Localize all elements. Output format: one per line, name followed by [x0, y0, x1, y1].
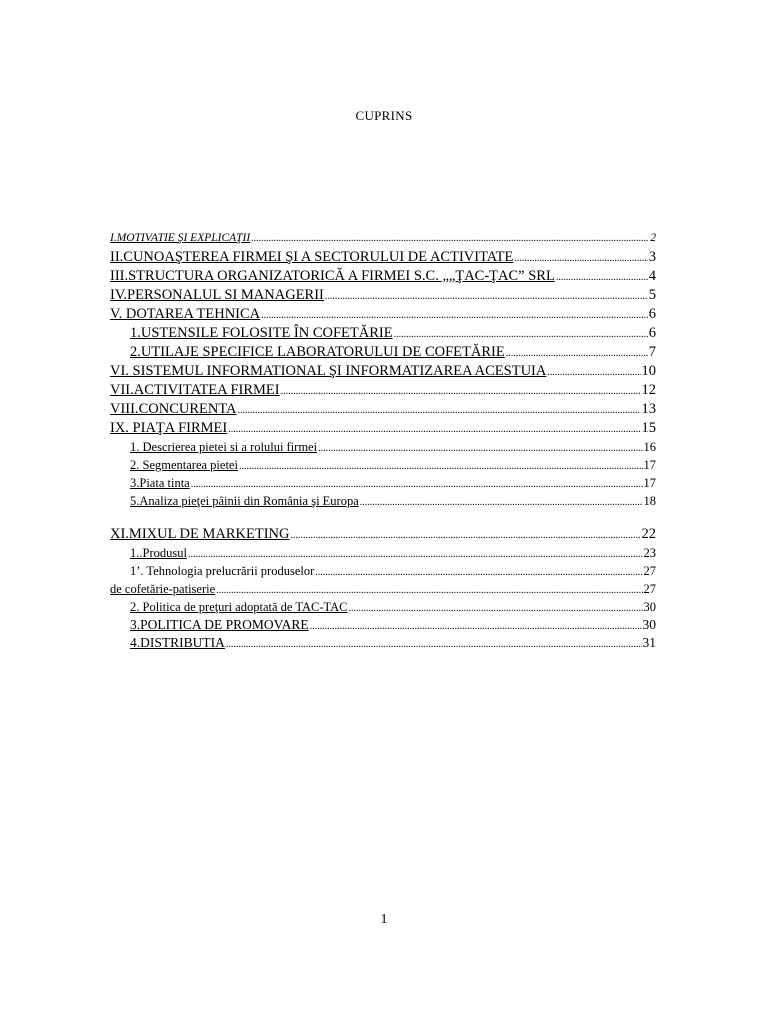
toc-entry-page: 6 — [648, 306, 656, 322]
toc-entry[interactable] — [110, 400, 656, 419]
dot-leader — [228, 420, 640, 439]
toc-entry-page: 16 — [643, 440, 656, 454]
dot-leader — [547, 363, 640, 382]
dot-leader — [251, 229, 649, 248]
toc-entry-label: VI. SISTEMUL INFORMATIONAL ŞI INFORMATIZAREA ACESTUIA — [110, 363, 547, 379]
dot-leader — [290, 526, 640, 545]
page-number: 1 — [380, 912, 388, 927]
toc-entry[interactable] — [110, 305, 656, 324]
dot-leader — [226, 636, 642, 654]
toc-entry-page: 7 — [648, 344, 656, 360]
toc-entry-label: 5.Analiza pieţei pâinii din România şi Europa — [130, 494, 359, 508]
toc-entry-page: 3 — [648, 249, 656, 265]
toc-entry-page: 27 — [643, 582, 656, 596]
toc-entry[interactable] — [110, 419, 656, 438]
toc-entry-label: VIII.CONCURENTA — [110, 401, 237, 417]
toc-entry[interactable] — [110, 544, 656, 562]
dot-leader — [556, 268, 648, 287]
dot-leader — [349, 600, 643, 618]
toc-entry[interactable] — [110, 362, 656, 381]
toc-entry-page: 18 — [643, 494, 656, 508]
toc-entry-label: 3.POLITICA DE PROMOVARE — [130, 617, 309, 632]
toc-entry-label: I.MOTIVATIE ŞI EXPLICAŢII — [110, 232, 251, 244]
dot-leader — [261, 306, 648, 325]
toc-entry-page: 5 — [648, 287, 656, 303]
toc-entry[interactable] — [110, 286, 656, 305]
toc-entry[interactable] — [110, 616, 656, 634]
toc-entry-label: de cofetărie-patiserie — [110, 582, 216, 596]
toc-entry-page: 2 — [650, 232, 656, 244]
toc-entry-label: 2.UTILAJE SPECIFICE LABORATORULUI DE COFETĂRIE — [130, 344, 505, 360]
toc-entry-label: 1..Produsul — [130, 546, 187, 560]
toc-entry-page: 30 — [643, 600, 656, 614]
toc-entry[interactable] — [110, 248, 656, 267]
toc-entry[interactable] — [110, 598, 656, 616]
toc-entry[interactable] — [110, 324, 656, 343]
table-of-contents — [110, 229, 656, 652]
toc-entry-page: 13 — [641, 401, 656, 417]
toc-entry[interactable] — [110, 634, 656, 652]
toc-entry-label: VII.ACTIVITATEA FIRMEI — [110, 382, 280, 398]
toc-entry-label: 2. Politica de preţuri adoptată de TAC-TAC — [130, 600, 348, 614]
toc-entry-label: IV.PERSONALUL SI MANAGERII — [110, 287, 324, 303]
toc-entry[interactable] — [110, 381, 656, 400]
toc-entry-label: 4.DISTRIBUTIA — [130, 635, 225, 650]
dot-leader — [506, 344, 648, 363]
toc-entry-label: 1. Descrierea pietei si a rolului firmei — [130, 440, 318, 454]
toc-entry-label: XI.MIXUL DE MARKETING — [110, 526, 290, 542]
toc-entry-label: III.STRUCTURA ORGANIZATORICĂ A FIRMEI S.C. „„ŢAC-ŢAC” SRL — [110, 268, 555, 284]
dot-leader — [514, 249, 647, 268]
dot-leader — [239, 458, 643, 476]
toc-entry[interactable] — [110, 229, 656, 248]
toc-entry[interactable] — [110, 456, 656, 474]
dot-leader — [238, 401, 641, 420]
toc-entry-page: 12 — [641, 382, 656, 398]
toc-entry-page: 17 — [643, 476, 656, 490]
toc-entry[interactable] — [110, 525, 656, 544]
dot-leader — [281, 382, 641, 401]
dot-leader — [325, 287, 648, 306]
toc-entry-page: 17 — [643, 458, 656, 472]
toc-entry-label: 3.Piata tinta — [130, 476, 190, 490]
toc-entry-page: 6 — [648, 325, 656, 341]
dot-leader — [360, 494, 643, 512]
toc-entry-page: 27 — [643, 564, 656, 578]
page-title: CUPRINS — [355, 108, 413, 123]
toc-entry-page: 23 — [643, 546, 656, 560]
toc-entry-page: 10 — [641, 363, 656, 379]
toc-entry[interactable] — [110, 343, 656, 362]
toc-entry-label: 2. Segmentarea pietei — [130, 458, 238, 472]
toc-entry-label: IX. PIAŢA FIRMEI — [110, 420, 228, 436]
dot-leader — [315, 564, 642, 582]
toc-entry[interactable] — [110, 562, 656, 580]
dot-leader — [310, 618, 642, 636]
toc-entry-page: 4 — [648, 268, 656, 284]
toc-entry-label: V. DOTAREA TEHNICA — [110, 306, 261, 322]
toc-entry-label: 1.USTENSILE FOLOSITE ÎN COFETĂRIE — [130, 325, 393, 341]
dot-leader — [318, 440, 642, 458]
toc-entry[interactable] — [110, 580, 656, 598]
toc-entry-label: 1’. Tehnologia prelucrării produselor — [130, 564, 315, 578]
toc-entry[interactable] — [110, 267, 656, 286]
toc-entry[interactable] — [110, 474, 656, 492]
toc-entry-page: 31 — [642, 635, 656, 650]
toc-entry-page: 22 — [641, 526, 656, 542]
toc-entry-label: II.CUNOAŞTEREA FIRMEI ŞI A SECTORULUI DE ACTIVITATE — [110, 249, 514, 265]
toc-entry-page: 30 — [642, 617, 656, 632]
toc-entry-page: 15 — [641, 420, 656, 436]
dot-leader — [394, 325, 648, 344]
toc-entry[interactable] — [110, 492, 656, 510]
toc-entry[interactable] — [110, 438, 656, 456]
